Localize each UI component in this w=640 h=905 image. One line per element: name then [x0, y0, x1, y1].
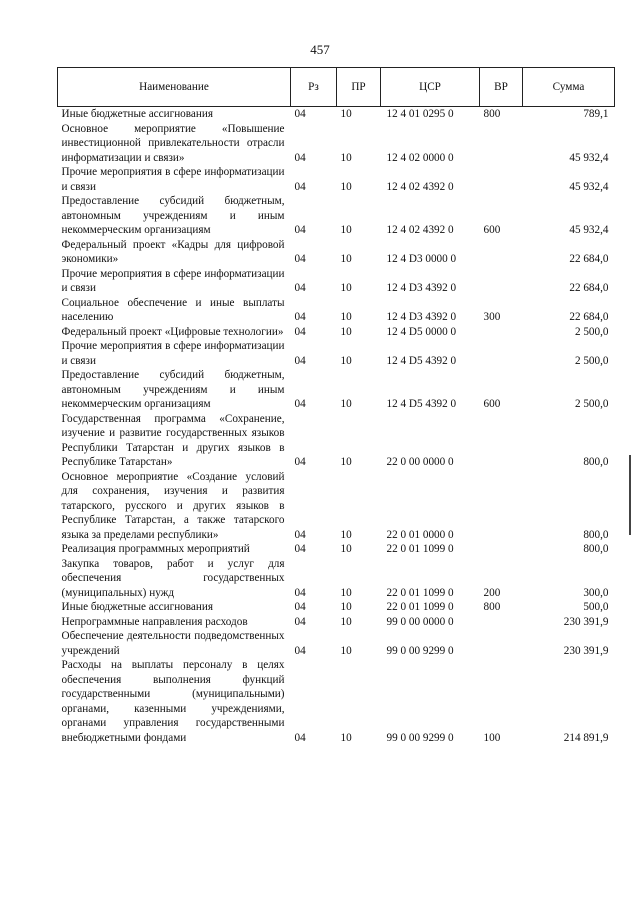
row-name: Реализация программных мероприятий — [61, 543, 250, 555]
row-name: Социальное обеспечение и иные выплаты населению — [61, 296, 285, 323]
row-pr: 10 — [340, 311, 352, 323]
row-sum: 800,0 — [583, 456, 609, 468]
row-rz: 04 — [294, 586, 306, 599]
row-rz: 04 — [294, 325, 306, 338]
header-csr: ЦСР — [381, 68, 480, 107]
table-row — [58, 238, 615, 267]
row-rz: 04 — [294, 253, 306, 265]
row-csr: 12 4 D5 4392 0 — [386, 398, 457, 410]
row-vr — [480, 238, 523, 267]
table-row — [58, 267, 615, 296]
row-pr: 10 — [340, 543, 352, 555]
row-pr: 10 — [340, 282, 352, 294]
row-name: Иные бюджетные ассигнования — [61, 601, 213, 613]
table-row — [58, 122, 615, 166]
row-rz: 04 — [294, 644, 306, 657]
row-rz: 04 — [294, 731, 306, 744]
row-pr: 10 — [340, 586, 352, 599]
row-csr: 12 4 D3 0000 0 — [386, 253, 457, 265]
row-vr — [480, 325, 523, 340]
row-name: Иные бюджетные ассигнования — [61, 108, 213, 120]
row-pr: 10 — [340, 108, 352, 120]
table-row — [58, 542, 615, 557]
row-sum: 45 932,4 — [569, 180, 609, 193]
row-vr — [480, 267, 523, 296]
row-rz: 04 — [294, 224, 306, 236]
row-sum: 22 684,0 — [569, 311, 609, 323]
header-sum: Сумма — [523, 68, 615, 107]
row-sum: 45 932,4 — [569, 151, 609, 164]
table-row — [58, 107, 615, 122]
table-header-row — [58, 68, 615, 107]
row-sum: 230 391,9 — [563, 615, 609, 628]
row-sum: 45 932,4 — [569, 224, 609, 236]
row-vr: 800 — [483, 601, 501, 613]
table-row — [58, 557, 615, 601]
row-sum: 214 891,9 — [563, 731, 609, 744]
row-vr: 300 — [483, 311, 501, 323]
row-csr: 22 0 01 1099 0 — [386, 601, 454, 613]
row-pr: 10 — [340, 224, 352, 236]
table-row — [58, 325, 615, 340]
row-pr: 10 — [340, 644, 352, 657]
row-sum: 300,0 — [583, 586, 609, 599]
row-vr: 600 — [483, 398, 501, 410]
row-csr: 12 4 D3 4392 0 — [386, 282, 457, 294]
table-row — [58, 339, 615, 368]
table-body — [58, 107, 615, 746]
scan-edge-mark — [629, 455, 631, 535]
row-pr: 10 — [340, 325, 352, 338]
row-rz: 04 — [294, 601, 306, 613]
row-sum: 2 500,0 — [574, 325, 609, 338]
row-name: Предоставление субсидий бюджетным, автономным учреждениям и иным некоммерческим организациям — [61, 195, 285, 236]
row-rz: 04 — [294, 543, 306, 555]
row-vr — [480, 542, 523, 557]
row-vr: 800 — [483, 108, 501, 120]
table-row — [58, 412, 615, 470]
row-sum: 800,0 — [583, 528, 609, 541]
budget-table — [57, 67, 615, 745]
row-rz: 04 — [294, 398, 306, 410]
row-vr: 600 — [483, 224, 501, 236]
row-csr: 12 4 D3 4392 0 — [386, 311, 457, 323]
table-row — [58, 629, 615, 658]
row-vr — [480, 122, 523, 166]
header-name: Наименование — [58, 68, 291, 107]
row-pr: 10 — [340, 615, 352, 628]
row-rz: 04 — [294, 456, 306, 468]
row-sum: 2 500,0 — [574, 398, 609, 410]
row-sum: 789,1 — [583, 108, 609, 120]
row-name: Предоставление субсидий бюджетным, автономным учреждениям и иным некоммерческим организациям — [61, 369, 285, 410]
row-pr: 10 — [340, 528, 352, 541]
row-vr — [480, 412, 523, 470]
row-rz: 04 — [294, 282, 306, 294]
row-sum: 500,0 — [583, 601, 609, 613]
row-vr — [480, 165, 523, 194]
row-vr: 200 — [483, 586, 501, 599]
row-vr: 100 — [483, 731, 501, 744]
row-name: Прочие мероприятия в сфере информатизации и связи — [61, 340, 285, 367]
row-sum: 22 684,0 — [569, 253, 609, 265]
row-pr: 10 — [340, 601, 352, 613]
row-rz: 04 — [294, 528, 306, 541]
row-csr: 22 0 01 1099 0 — [386, 543, 454, 555]
row-name: Основное мероприятие «Создание условий для сохранения, изучения и развития татарского, русского и других языков в Республике Татарстан, а также татарского языка за пределами республики» — [61, 470, 285, 541]
row-vr — [480, 339, 523, 368]
row-name: Непрограммные направления расходов — [61, 615, 248, 628]
row-csr: 12 4 01 0295 0 — [386, 108, 454, 120]
row-name: Федеральный проект «Цифровые технологии» — [61, 325, 284, 338]
row-name: Основное мероприятие «Повышение инвестиционной привлекательности отрасли информатизации и связи» — [61, 122, 285, 164]
row-rz: 04 — [294, 311, 306, 323]
row-rz: 04 — [294, 615, 306, 628]
row-name: Прочие мероприятия в сфере информатизации и связи — [61, 166, 285, 193]
row-csr: 99 0 00 9299 0 — [386, 644, 454, 657]
row-rz: 04 — [294, 108, 306, 120]
row-pr: 10 — [340, 253, 352, 265]
row-sum: 230 391,9 — [563, 644, 609, 657]
row-csr: 99 0 00 0000 0 — [386, 615, 454, 628]
row-pr: 10 — [340, 731, 352, 744]
table-row — [58, 296, 615, 325]
table-row — [58, 470, 615, 543]
header-pr: ПР — [337, 68, 381, 107]
row-csr: 22 0 00 0000 0 — [386, 456, 454, 468]
page-number: 457 — [310, 42, 330, 57]
row-csr: 12 4 02 0000 0 — [386, 151, 454, 164]
row-pr: 10 — [340, 354, 352, 367]
row-csr: 12 4 D5 4392 0 — [386, 354, 457, 367]
row-csr: 12 4 02 4392 0 — [386, 224, 454, 236]
row-pr: 10 — [340, 456, 352, 468]
row-csr: 12 4 D5 0000 0 — [386, 325, 457, 338]
row-name: Закупка товаров, работ и услуг для обеспечения государственных (муниципальных) нужд — [61, 557, 285, 599]
row-rz: 04 — [294, 180, 306, 193]
row-name: Прочие мероприятия в сфере информатизации и связи — [61, 267, 285, 294]
table-row — [58, 600, 615, 615]
header-rz: Рз — [291, 68, 337, 107]
row-sum: 2 500,0 — [574, 354, 609, 367]
row-csr: 22 0 01 1099 0 — [386, 586, 454, 599]
row-pr: 10 — [340, 180, 352, 193]
row-name: Обеспечение деятельности подведомственных учреждений — [61, 630, 285, 657]
row-vr — [480, 470, 523, 543]
table-row — [58, 368, 615, 412]
row-pr: 10 — [340, 151, 352, 164]
row-pr: 10 — [340, 398, 352, 410]
row-sum: 22 684,0 — [569, 282, 609, 294]
row-csr: 99 0 00 9299 0 — [386, 731, 454, 744]
table-row — [58, 658, 615, 745]
header-vr: ВР — [480, 68, 523, 107]
table-row — [58, 615, 615, 630]
row-csr: 22 0 01 0000 0 — [386, 528, 454, 541]
table-row — [58, 165, 615, 194]
row-name: Государственная программа «Сохранение, изучение и развитие государственных языков Республики Татарстан и других языков в Республике Татарстан» — [61, 412, 285, 468]
row-name: Федеральный проект «Кадры для цифровой экономики» — [61, 238, 285, 265]
row-name: Расходы на выплаты персоналу в целях обеспечения выполнения функций государственными (муниципальными) органами, казенными учреждениями, органами управления государственными внебюджетными фондами — [61, 659, 285, 744]
row-vr — [480, 629, 523, 658]
row-sum: 800,0 — [583, 543, 609, 555]
row-csr: 12 4 02 4392 0 — [386, 180, 454, 193]
table-row — [58, 194, 615, 238]
row-rz: 04 — [294, 354, 306, 367]
row-rz: 04 — [294, 151, 306, 164]
row-vr — [480, 615, 523, 630]
